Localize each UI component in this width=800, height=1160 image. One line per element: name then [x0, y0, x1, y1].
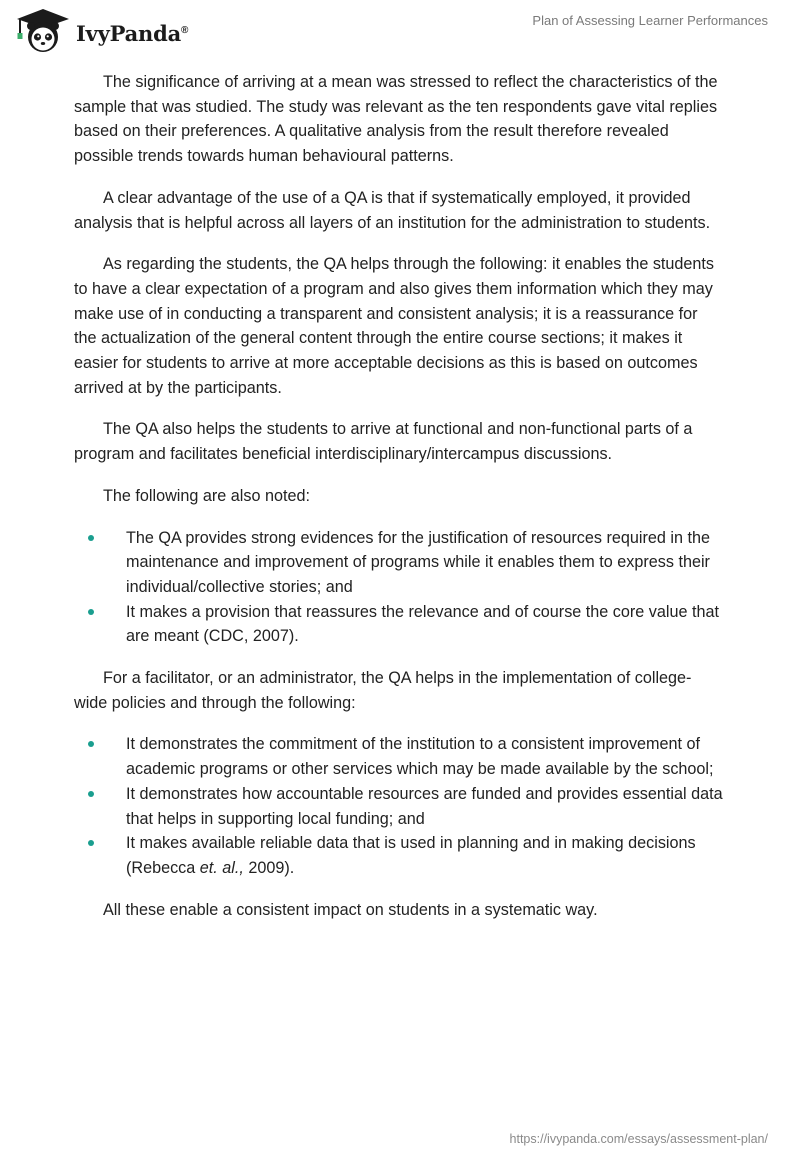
page-header	[0, 0, 800, 60]
list-item: It makes a provision that reassures the relevance and of course the core value that are meant (CDC, 2007).	[74, 600, 724, 649]
source-url[interactable]: https://ivypanda.com/essays/assessment-plan/	[509, 1132, 768, 1146]
paragraph: As regarding the students, the QA helps through the following: it enables the students to have a clear expectation of a program and also gives them information which they may make use of in conducting a transparent and consistent analysis; it is a reassurance for the actualization of the general content through the entire course sections; it makes it easier for students to arrive at more acceptable decisions as this is based on outcomes arrived at by the participants.	[74, 255, 715, 397]
logo-text: IvyPanda®	[76, 20, 189, 46]
bullet-icon	[88, 840, 94, 846]
paragraph: All these enable a consistent impact on students in a systematic way.	[103, 900, 598, 919]
paragraph: The significance of arriving at a mean was stressed to reflect the characteristics of the sample that was studied. The study was relevant as the ten respondents gave vital replies based on their preferences. A qualitative analysis from the result therefore revealed possible trends towards human behavioural patterns.	[74, 73, 718, 166]
paragraph: The QA also helps the students to arrive at functional and non-functional parts of a program and facilitates beneficial interdisciplinary/intercampus discussions.	[74, 420, 693, 464]
list-item: It makes available reliable data that is used in planning and in making decisions (Rebecca et. al., 2009).	[74, 831, 724, 880]
document-title: Plan of Assessing Learner Performances	[532, 13, 768, 28]
bullet-icon	[88, 791, 94, 797]
bullet-icon	[88, 535, 94, 541]
essay-body	[74, 70, 724, 939]
bullet-icon	[88, 741, 94, 747]
panda-graduate-icon	[14, 8, 72, 54]
list-item: It demonstrates how accountable resources are funded and provides essential data that helps in supporting local funding; and	[74, 782, 724, 831]
paragraph: A clear advantage of the use of a QA is that if systematically employed, it provided analysis that is helpful across all layers of an institution for the administration to students.	[74, 188, 711, 232]
logo[interactable]	[14, 8, 188, 54]
paragraph: The following are also noted:	[103, 486, 310, 505]
list-item: The QA provides strong evidences for the justification of resources required in the maintenance and improvement of programs while it enables them to express their individual/collective stories; and	[74, 526, 724, 600]
bullet-list	[74, 526, 724, 650]
list-item: It demonstrates the commitment of the institution to a consistent improvement of academic programs or other services which may be made available by the school;	[74, 732, 724, 781]
bullet-list	[74, 732, 724, 880]
citation-italic: et. al.,	[199, 858, 244, 877]
bullet-icon	[88, 609, 94, 615]
paragraph: For a facilitator, or an administrator, the QA helps in the implementation of college-wide policies and through the following:	[74, 669, 692, 712]
